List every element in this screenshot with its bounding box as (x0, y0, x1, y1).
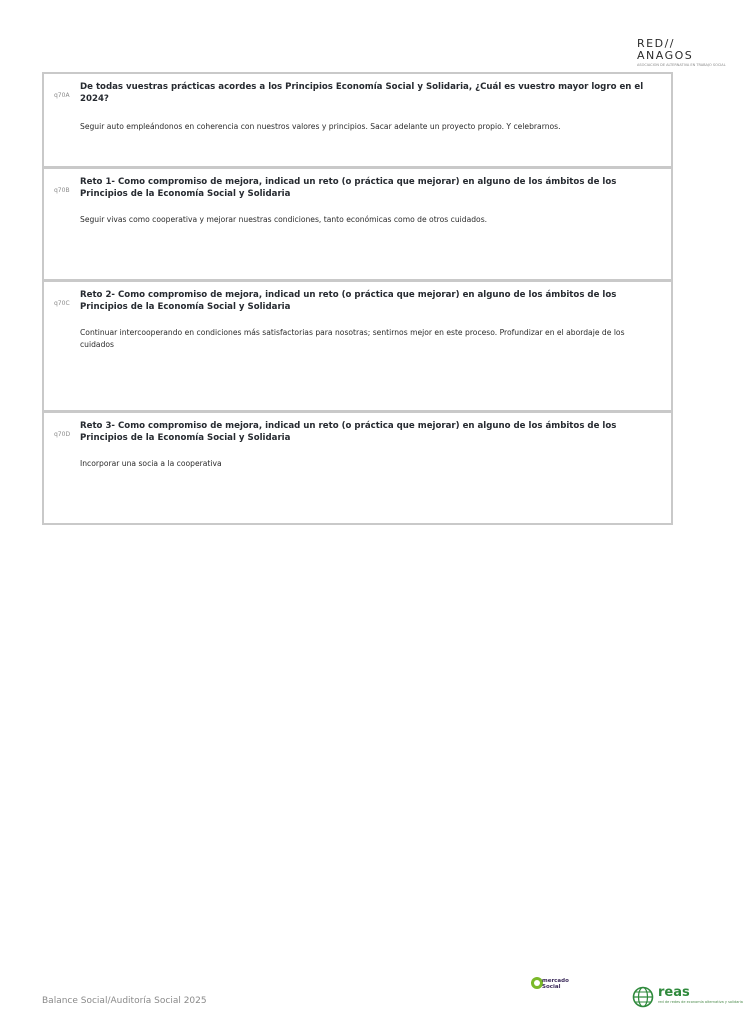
question-code: q70C (54, 300, 70, 307)
mercado-line-2: Social (542, 984, 561, 990)
answer-text: Continuar intercooperando en condiciones más satisfactorias para nosotras; sentirnos mejor en este proceso. Profundizar en el abordaje de los cuidados (80, 328, 625, 349)
reas-wordmark: reas (658, 985, 690, 1000)
footer-text: Balance Social/Auditoría Social 2025 (42, 996, 207, 1006)
answer-text: Seguir vivas como cooperativa y mejorar nuestras condiciones, tanto económicas como de otros cuidados. (80, 215, 488, 224)
answer-text: Incorporar una socia a la cooperativa (80, 459, 222, 468)
question-text: Reto 3- Como compromiso de mejora, indicad un reto (o práctica que mejorar) en alguno de los ámbitos de los Principios de la Economía Social y Solidaria (80, 421, 617, 443)
reas-subtitle: red de redes de economía alternativa y solidaria (658, 1000, 743, 1004)
question-code: q70B (54, 187, 70, 194)
question-card-q70b (42, 167, 673, 281)
question-card-q70d (42, 411, 673, 525)
reas-logo (632, 985, 743, 1009)
question-text: Reto 2- Como compromiso de mejora, indicad un reto (o práctica que mejorar) en alguno de los ámbitos de los Principios de la Economía Social y Solidaria (80, 290, 617, 312)
red-anagos-logo (637, 37, 726, 72)
question-card-q70c (42, 280, 673, 412)
question-text: Reto 1- Como compromiso de mejora, indicad un reto (o práctica que mejorar) en alguno de los ámbitos de los Principios de la Economía Social y Solidaria (80, 177, 617, 199)
mercado-line-1: mercado (542, 978, 569, 984)
question-card-q70a (42, 72, 673, 168)
logo-line-2: ANAGOS (637, 49, 694, 62)
answer-text: Seguir auto empleándonos en coherencia con nuestros valores y principios. Sacar adelante un proyecto propio. Y celebrarnos. (80, 122, 561, 131)
question-code: q70A (54, 92, 70, 99)
logo-tagline: ASOCIACION DE ALTERNATIVA EN TRABAJO SOCIAL (637, 63, 726, 67)
mercado-social-logo (530, 975, 590, 995)
reas-globe-icon (632, 986, 654, 1008)
question-text: De todas vuestras prácticas acordes a los Principios Economía Social y Solidaria, ¿Cuál es vuestro mayor logro en el 2024? (80, 82, 644, 104)
logo-line-1: RED// (637, 37, 675, 50)
question-code: q70D (54, 431, 71, 438)
